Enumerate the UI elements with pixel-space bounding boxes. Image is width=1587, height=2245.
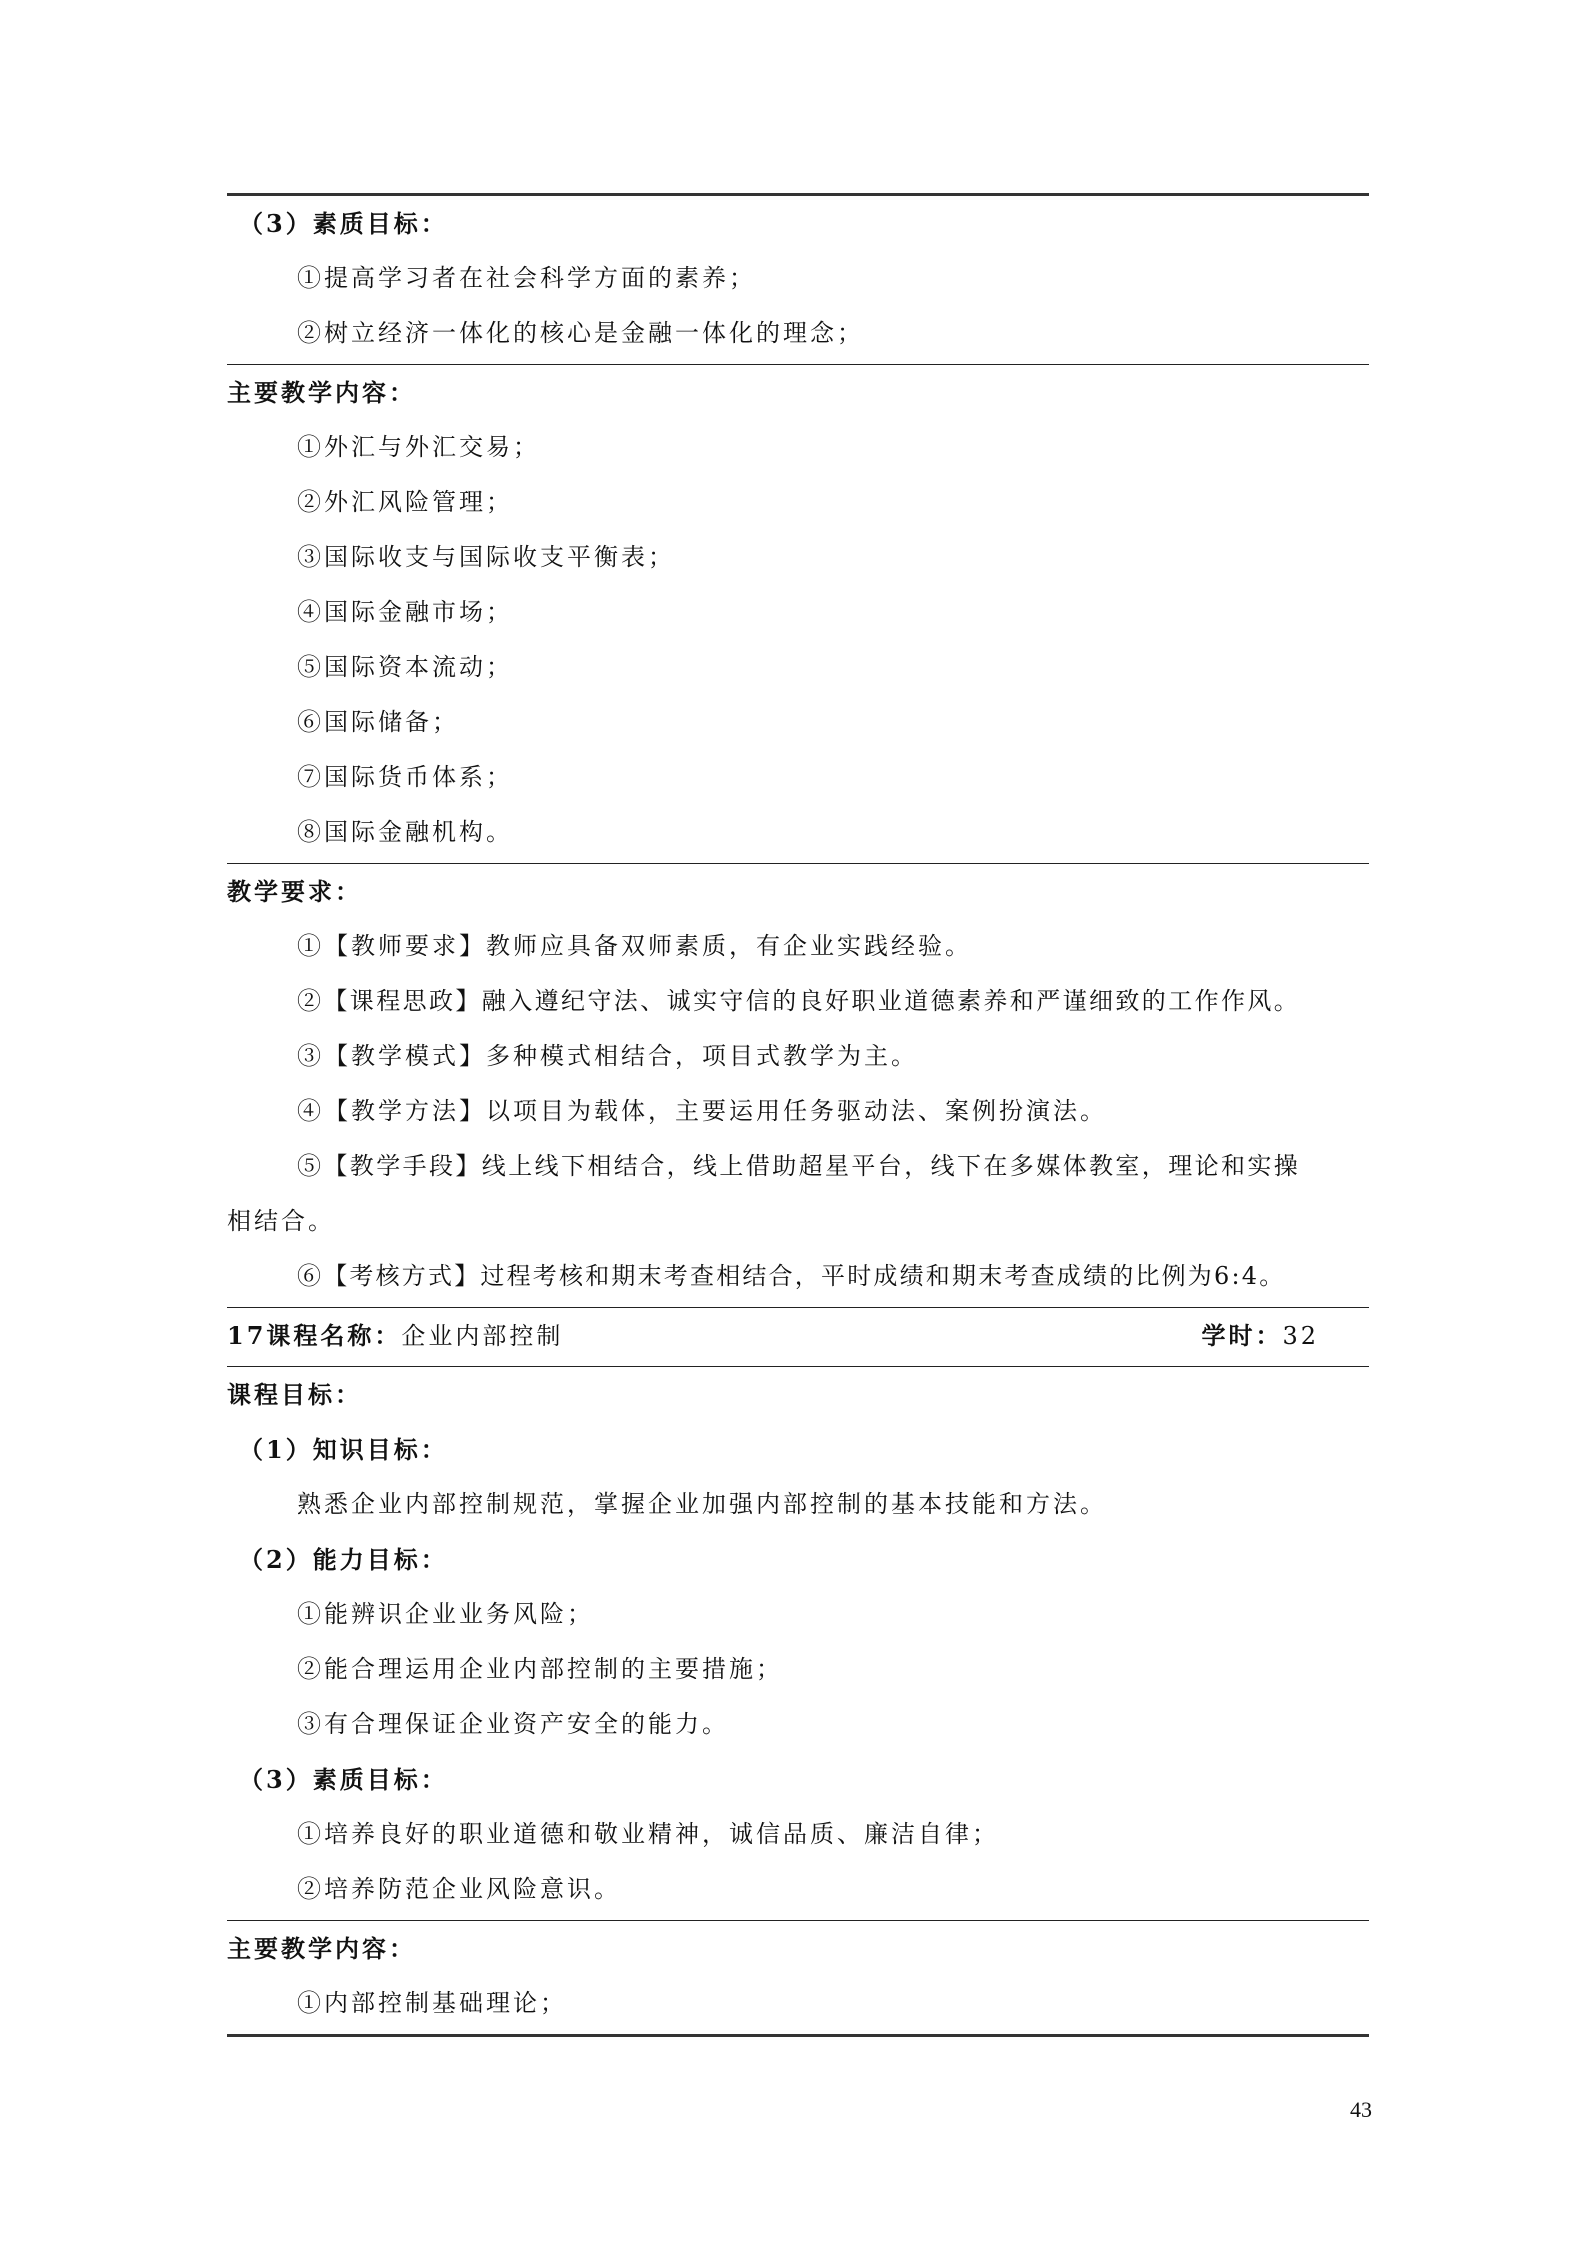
course-name-cell <box>227 1308 563 1363</box>
teaching-requirements-section <box>227 863 1369 1307</box>
list-item: ①外汇与外汇交易； <box>297 433 540 461</box>
subsection-heading: （3）素质目标： <box>239 1765 448 1794</box>
list-item: ⑤国际资本流动； <box>297 653 513 681</box>
list-item: ④国际金融市场； <box>297 598 513 626</box>
teaching-content-section <box>227 364 1369 863</box>
list-item: ③有合理保证企业资产安全的能力。 <box>297 1710 729 1738</box>
list-item: ③【教学模式】多种模式相结合，项目式教学为主。 <box>297 1042 918 1070</box>
subsection-heading: （2）能力目标： <box>239 1545 448 1574</box>
list-item: ①内部控制基础理论； <box>297 1989 567 2017</box>
list-item: ⑤【教学手段】线上线下相结合，线上借助超星平台，线下在多媒体教室，理论和实操 <box>297 1152 1301 1180</box>
course-header-row <box>227 1307 1369 1366</box>
course-hours: 32 <box>1282 1322 1319 1350</box>
list-item: ⑧国际金融机构。 <box>297 818 513 846</box>
page-number: 43 <box>1350 2097 1372 2122</box>
list-item: ①【教师要求】教师应具备双师素质，有企业实践经验。 <box>297 932 972 960</box>
section-heading: 课程目标： <box>227 1380 362 1409</box>
list-item: ①培养良好的职业道德和敬业精神，诚信品质、廉洁自律； <box>297 1820 999 1848</box>
list-item: ②树立经济一体化的核心是金融一体化的理念； <box>297 319 864 347</box>
list-item: ②外汇风险管理； <box>297 488 513 516</box>
section-heading: 主要教学内容： <box>227 378 416 407</box>
list-item: ③国际收支与国际收支平衡表； <box>297 543 675 571</box>
course-hours-label: 学时： <box>1201 1321 1283 1350</box>
list-item: ②能合理运用企业内部控制的主要措施； <box>297 1655 783 1683</box>
section-heading: 教学要求： <box>227 877 362 906</box>
section-heading: 主要教学内容： <box>227 1934 416 1963</box>
list-item-continuation: 相结合。 <box>227 1207 335 1235</box>
subsection-heading: （1）知识目标： <box>239 1435 448 1464</box>
quality-goals-section <box>227 196 1369 364</box>
course-hours-cell <box>1201 1308 1319 1363</box>
course-number: 17 <box>227 1321 267 1350</box>
list-item: ①能辨识企业业务风险； <box>297 1600 594 1628</box>
course-table <box>227 193 1369 2037</box>
list-item: ②【课程思政】融入遵纪守法、诚实守信的良好职业道德素养和严谨细致的工作作风。 <box>297 987 1301 1015</box>
teaching-content-section <box>227 1920 1369 2034</box>
list-item: ④【教学方法】以项目为载体，主要运用任务驱动法、案例扮演法。 <box>297 1097 1107 1125</box>
list-item: ⑦国际货币体系； <box>297 763 513 791</box>
course-goals-section <box>227 1366 1369 1920</box>
section-heading: （3）素质目标： <box>239 209 448 238</box>
list-item: ②培养防范企业风险意识。 <box>297 1875 621 1903</box>
list-item: ⑥【考核方式】过程考核和期末考查相结合，平时成绩和期末考查成绩的比例为6:4。 <box>297 1262 1286 1290</box>
list-item: 熟悉企业内部控制规范，掌握企业加强内部控制的基本技能和方法。 <box>297 1490 1107 1518</box>
course-name-label: 课程名称： <box>266 1321 402 1350</box>
course-header <box>227 1308 1369 1363</box>
list-item: ⑥国际储备； <box>297 708 459 736</box>
course-name: 企业内部控制 <box>401 1322 564 1350</box>
list-item: ①提高学习者在社会科学方面的素养； <box>297 264 756 292</box>
